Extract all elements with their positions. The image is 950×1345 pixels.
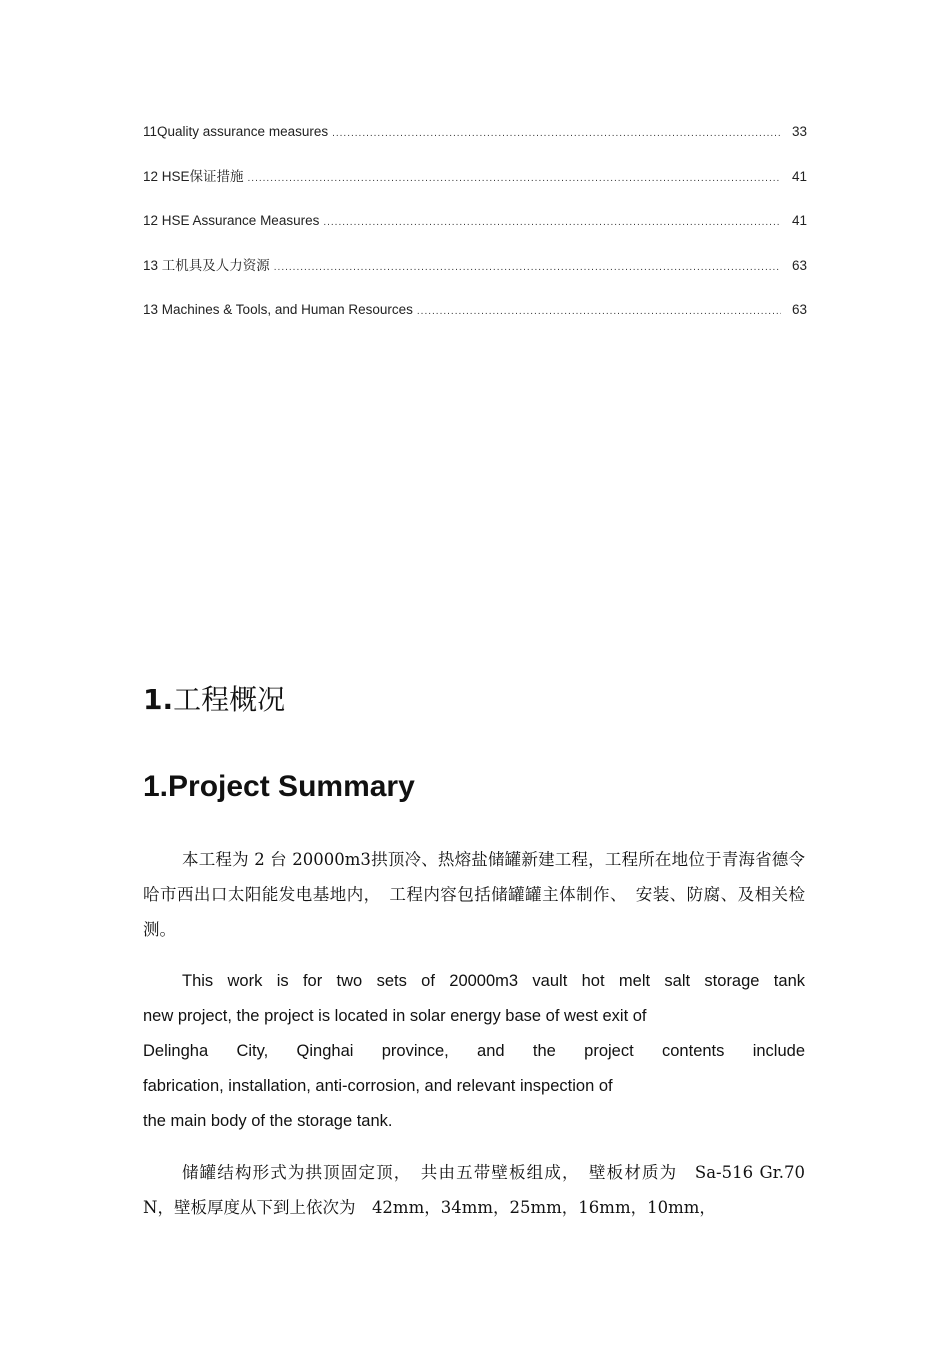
- toc-entry[interactable]: [143, 256, 807, 301]
- toc-entry[interactable]: [143, 167, 807, 212]
- paragraph-line: 储罐结构形式为拱顶固定顶， 共由五带壁板组成， 壁板材质为 Sa-516 Gr.70: [182, 1163, 805, 1182]
- paragraph-project-summary-chinese: [143, 842, 805, 947]
- section-heading-english: 1.Project Summary: [143, 770, 415, 803]
- paragraph-line: 腐、及相关检测。: [143, 885, 806, 939]
- toc-leader-dots: [248, 169, 781, 189]
- section-heading-chinese: [143, 678, 285, 722]
- paragraph-line: N，壁板厚度从下到上依次为 42mm，34mm，25mm，16mm，10mm，: [143, 1198, 716, 1217]
- toc-entry[interactable]: [143, 122, 807, 167]
- section-title-chinese: 工程概况: [173, 683, 286, 716]
- toc-entry-page: 41: [791, 168, 807, 184]
- toc-entry[interactable]: [143, 211, 807, 256]
- paragraph-line: Delingha City, Qinghai province, and the project contents include: [143, 1042, 805, 1060]
- paragraph-line: new project, the project is located in solar energy base of west exit of: [143, 1007, 647, 1025]
- table-of-contents: [143, 122, 807, 345]
- toc-entry-page: 63: [791, 302, 807, 317]
- toc-leader-dots: [274, 258, 781, 278]
- toc-entry-label: 11Quality assurance measures: [143, 124, 329, 139]
- toc-entry-label: 12 HSE保证措施: [143, 168, 244, 184]
- paragraph-line: fabrication, installation, anti-corrosion, and relevant inspection of: [143, 1077, 613, 1095]
- paragraph-project-summary-english: [143, 964, 805, 1139]
- paragraph-line: 省德令哈市西出口太阳能发电基地内， 工程内容包括储罐罐主体制作、 安装、防: [143, 850, 805, 904]
- toc-leader-dots: [332, 124, 781, 144]
- toc-leader-dots: [323, 213, 781, 233]
- toc-entry-label: 13 Machines & Tools, and Human Resources: [143, 302, 413, 317]
- toc-leader-dots: [417, 302, 781, 322]
- toc-entry-page: 63: [791, 257, 807, 273]
- toc-entry-page: 33: [791, 124, 807, 139]
- toc-entry-label: 12 HSE Assurance Measures: [143, 213, 320, 228]
- paragraph-line: the main body of the storage tank.: [143, 1112, 393, 1130]
- paragraph-tank-structure-chinese: [143, 1155, 805, 1225]
- paragraph-line: This work is for two sets of 20000m3 vault hot melt salt storage tank: [182, 972, 805, 990]
- toc-entry-page: 41: [791, 213, 807, 228]
- section-number: 1.: [143, 683, 174, 716]
- toc-entry-label: 13 工机具及人力资源: [143, 257, 270, 273]
- paragraph-line: 本工程为 2 台 20000m3拱顶冷、热熔盐储罐新建工程，工程所在地位于青海: [182, 850, 756, 869]
- toc-entry[interactable]: [143, 300, 807, 345]
